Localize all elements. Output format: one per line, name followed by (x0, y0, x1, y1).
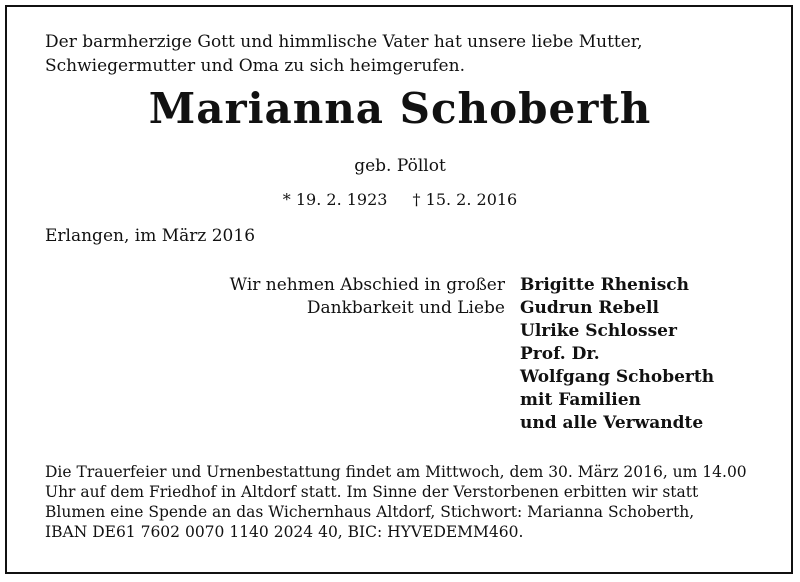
mourner-name: Brigitte Rhenisch (520, 275, 689, 295)
funeral-notice (45, 462, 765, 542)
birth-name: geb. Pöllot (354, 156, 446, 176)
notice-line: Uhr auf dem Friedhof in Altdorf statt. Im Sinne der Verstorbenen erbitten wir statt (45, 483, 699, 501)
farewell-text (150, 274, 505, 320)
death-date: † 15. 2. 2016 (412, 190, 518, 209)
intro-line: Der barmherzige Gott und himmlische Vater hat unsere liebe Mutter, (45, 32, 643, 52)
birth-date: * 19. 2. 1923 (282, 190, 388, 209)
mourner-name: Wolfgang Schoberth (520, 367, 715, 387)
farewell-line: Wir nehmen Abschied in großer (229, 275, 505, 295)
intro-text (45, 30, 745, 78)
mourner-name: Prof. Dr. (520, 344, 600, 364)
mourner-name: mit Familien (520, 390, 641, 410)
mourner-name: Gudrun Rebell (520, 298, 659, 318)
mourner-name: Ulrike Schlosser (520, 321, 677, 341)
notice-line: Blumen eine Spende an das Wichernhaus Altdorf, Stichwort: Marianna Schoberth, (45, 503, 695, 521)
life-dates (0, 190, 800, 209)
notice-line: Die Trauerfeier und Urnenbestattung findet am Mittwoch, dem 30. März 2016, um 14.00 (45, 463, 747, 481)
notice-line: IBAN DE61 7602 0070 1140 2024 40, BIC: HYVEDEMM460. (45, 523, 524, 541)
place-date: Erlangen, im März 2016 (45, 226, 256, 246)
farewell-line: Dankbarkeit und Liebe (306, 298, 505, 318)
mourner-name: und alle Verwandte (520, 413, 704, 433)
deceased-name: Marianna Schoberth (148, 84, 652, 133)
mourners-list (520, 274, 714, 435)
intro-line: Schwiegermutter und Oma zu sich heimgerufen. (45, 56, 465, 76)
